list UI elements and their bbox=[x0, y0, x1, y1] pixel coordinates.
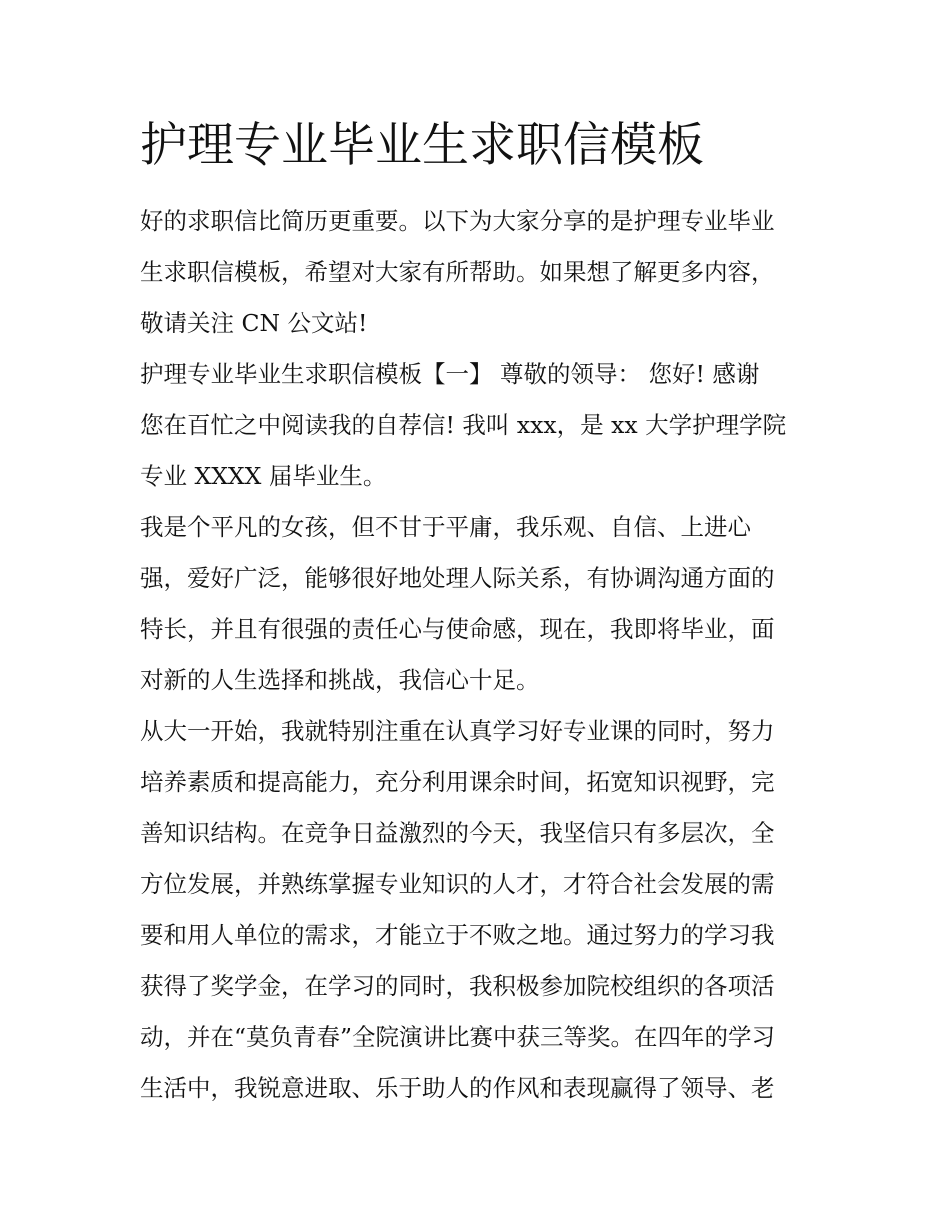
text-line: 专业 XXXX 届毕业生。 bbox=[140, 462, 387, 490]
document-body bbox=[140, 196, 812, 1114]
text-line: 特长，并且有很强的责任心与使命感，现在，我即将毕业，面 bbox=[140, 615, 775, 643]
text-line: 护理专业毕业生求职信模板【一】 尊敬的领导： 您好! 感谢 bbox=[140, 360, 760, 388]
text-line: 敬请关注 CN 公文站! bbox=[140, 309, 368, 337]
text-line: 善知识结构。在竞争日益激烈的今天，我坚信只有多层次，全 bbox=[140, 819, 775, 847]
text-line: 要和用人单位的需求，才能立于不败之地。通过努力的学习我 bbox=[140, 921, 775, 949]
text-line: 动，并在“莫负青春”全院演讲比赛中获三等奖。在四年的学习 bbox=[140, 1023, 776, 1051]
text-line: 从大一开始，我就特别注重在认真学习好专业课的同时，努力 bbox=[140, 717, 775, 745]
paragraph-self-description bbox=[140, 502, 812, 706]
text-line: 培养素质和提高能力，充分利用课余时间，拓宽知识视野，完 bbox=[140, 768, 775, 796]
text-line: 对新的人生选择和挑战，我信心十足。 bbox=[140, 666, 540, 694]
paragraph-greeting bbox=[140, 349, 812, 502]
text-line: 获得了奖学金，在学习的同时，我积极参加院校组织的各项活 bbox=[140, 972, 775, 1000]
text-line: 方位发展，并熟练掌握专业知识的人才，才符合社会发展的需 bbox=[140, 870, 775, 898]
text-line: 生活中，我锐意进取、乐于助人的作风和表现赢得了领导、老 bbox=[140, 1074, 775, 1102]
paragraph-intro bbox=[140, 196, 812, 349]
text-line: 您在百忙之中阅读我的自荐信! 我叫 xxx，是 xx 大学护理学院 bbox=[140, 411, 787, 439]
paragraph-study-experience bbox=[140, 706, 812, 1114]
text-line: 生求职信模板，希望对大家有所帮助。如果想了解更多内容， bbox=[140, 258, 775, 286]
text-line: 好的求职信比简历更重要。以下为大家分享的是护理专业毕业 bbox=[140, 207, 775, 235]
text-line: 强，爱好广泛，能够很好地处理人际关系，有协调沟通方面的 bbox=[140, 564, 775, 592]
document-title: 护理专业毕业生求职信模板 bbox=[140, 118, 704, 173]
text-line: 我是个平凡的女孩，但不甘于平庸，我乐观、自信、上进心 bbox=[140, 513, 751, 541]
